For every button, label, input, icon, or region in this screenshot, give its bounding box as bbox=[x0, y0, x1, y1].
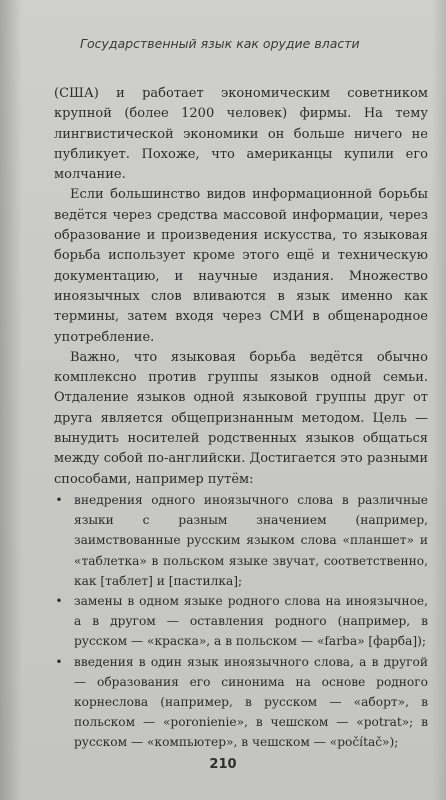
list-item-text: введения в один язык иноязычного слова, а в другой — образования его синонима на основе родного корнеслова (например, в русском — «аборт», в польском — «poronienie», в чешском — «potrat»; в русском — «компьютер», в чешском — «počítač»); bbox=[74, 654, 428, 750]
bullet-icon: • bbox=[55, 654, 63, 669]
page-gutter-shadow bbox=[0, 0, 22, 800]
running-header: Государственный язык как орудие власти bbox=[80, 36, 360, 51]
list-item bbox=[55, 490, 428, 591]
bullet-list bbox=[54, 490, 428, 753]
bullet-icon: • bbox=[55, 492, 63, 507]
paragraph-2: Если большинство видов информационной борьбы ведётся через средства массовой информации, через образование и произведения искусства, то языковая борьба использует кроме этого ещё и техническую документацию, и научные издания. Множество иноязычных слов вливаются в язык именно как термины, затем входя через СМИ в общенародное употребление. bbox=[54, 187, 428, 345]
list-item bbox=[55, 591, 428, 652]
page-number: 210 bbox=[209, 757, 237, 772]
page-edge-shadow bbox=[432, 0, 446, 800]
list-item bbox=[55, 652, 428, 753]
bullet-icon: • bbox=[55, 593, 63, 608]
list-item-text: внедрения одного иноязычного слова в различные языки с разным значением (например, заимствованные русским языком слова «планшет» и «таблетка» в польском языке звучат, соответственно, как [таблет] и [пастилка]; bbox=[74, 492, 428, 588]
paragraph-1: (США) и работает экономическим советником крупной (более 1200 человек) фирмы. На тему лингвистической экономики он больше ничего не публикует. Похоже, что американцы купили его молчание. bbox=[54, 86, 428, 183]
list-item-text: замены в одном языке родного слова на иноязычное, а в другом — оставления родного (например, в русском — «краска», а в польском — «farba» [фарба]); bbox=[74, 593, 428, 649]
page-body bbox=[54, 84, 428, 753]
paragraph-3: Важно, что языковая борьба ведётся обычно комплексно против группы языков одной семьи. Отдаление языков одной языковой группы друг от друга является общепризнанным методом. Цель — вынудить носителей родственных языков общаться между собой по-английски. Достигается это разными способами, например путём: bbox=[54, 349, 428, 487]
